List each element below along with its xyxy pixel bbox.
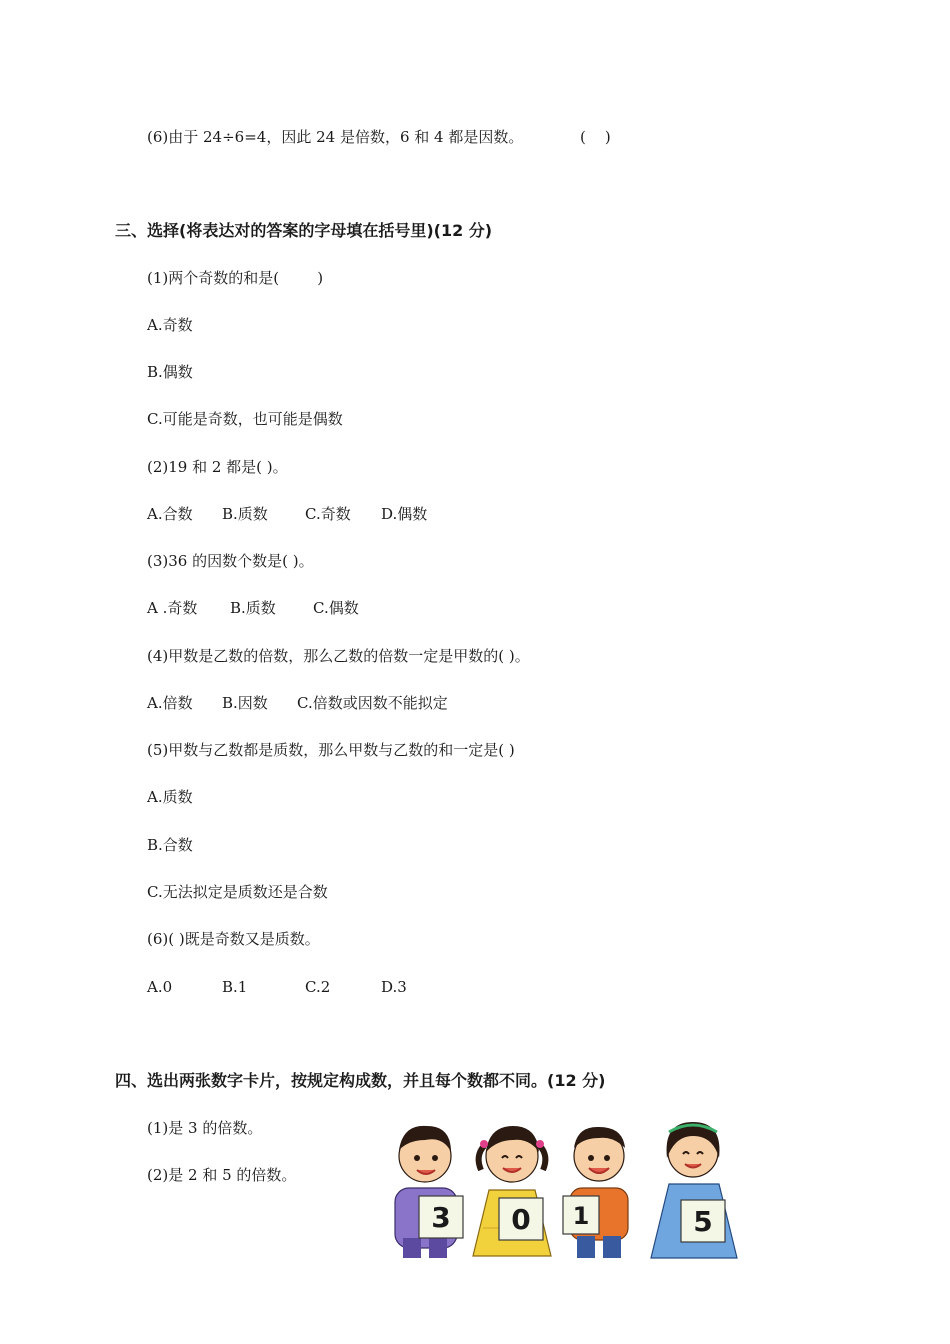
option-3-2-a: A.合数	[147, 505, 193, 523]
card-digit-1: 3	[431, 1201, 451, 1234]
section-3-heading: 三、选择(将表达对的答案的字母填在括号里)(12 分)	[115, 221, 493, 240]
option-3-2-d: D.偶数	[381, 505, 428, 523]
option-3-5-a: A.质数	[147, 788, 193, 806]
option-3-6-c: C.2	[305, 978, 331, 996]
option-3-1-b: B.偶数	[147, 363, 193, 381]
question-4-1: (1)是 3 的倍数。	[147, 1119, 263, 1137]
option-3-5-b: B.合数	[147, 836, 193, 854]
section-4-heading: 四、选出两张数字卡片，按规定构成数，并且每个数都不同。(12 分)	[115, 1071, 606, 1090]
option-3-3-a: A .奇数	[147, 599, 198, 617]
option-3-5-c: C.无法拟定是质数还是合数	[147, 883, 328, 901]
option-3-4-a: A.倍数	[147, 694, 193, 712]
option-3-2-b: B.质数	[222, 505, 268, 523]
number-card-4	[681, 1200, 725, 1242]
card-digit-4: 5	[693, 1205, 713, 1238]
option-3-6-a: A.0	[147, 978, 173, 996]
question-3-3: (3)36 的因数个数是( )。	[147, 552, 314, 570]
question-4-2: (2)是 2 和 5 的倍数。	[147, 1166, 297, 1184]
option-3-3-b: B.质数	[230, 599, 276, 617]
child-3	[570, 1127, 628, 1258]
number-card-3	[563, 1196, 599, 1234]
children-with-number-cards-illustration	[385, 1118, 750, 1263]
card-digit-2: 0	[511, 1203, 531, 1236]
option-3-6-b: B.1	[222, 978, 248, 996]
option-3-2-c: C.奇数	[305, 505, 351, 523]
question-3-2: (2)19 和 2 都是( )。	[147, 458, 288, 476]
card-digit-3: 1	[572, 1202, 590, 1230]
option-3-4-b: B.因数	[222, 694, 268, 712]
option-3-1-c: C.可能是奇数，也可能是偶数	[147, 410, 343, 428]
question-3-1: (1)两个奇数的和是( )	[147, 269, 324, 287]
option-3-6-d: D.3	[381, 978, 407, 996]
answer-paren[interactable]: ( )	[580, 128, 611, 146]
option-3-4-c: C.倍数或因数不能拟定	[297, 694, 448, 712]
question-3-4: (4)甲数是乙数的倍数，那么乙数的倍数一定是甲数的( )。	[147, 647, 530, 665]
question-2-6: (6)由于 24÷6=4，因此 24 是倍数，6 和 4 都是因数。	[147, 128, 524, 146]
number-card-1	[419, 1196, 463, 1238]
option-3-3-c: C.偶数	[313, 599, 359, 617]
option-3-1-a: A.奇数	[147, 316, 193, 334]
question-3-6: (6)( )既是奇数又是质数。	[147, 930, 320, 948]
number-card-2	[499, 1198, 543, 1240]
question-3-5: (5)甲数与乙数都是质数，那么甲数与乙数的和一定是( )	[147, 741, 515, 759]
